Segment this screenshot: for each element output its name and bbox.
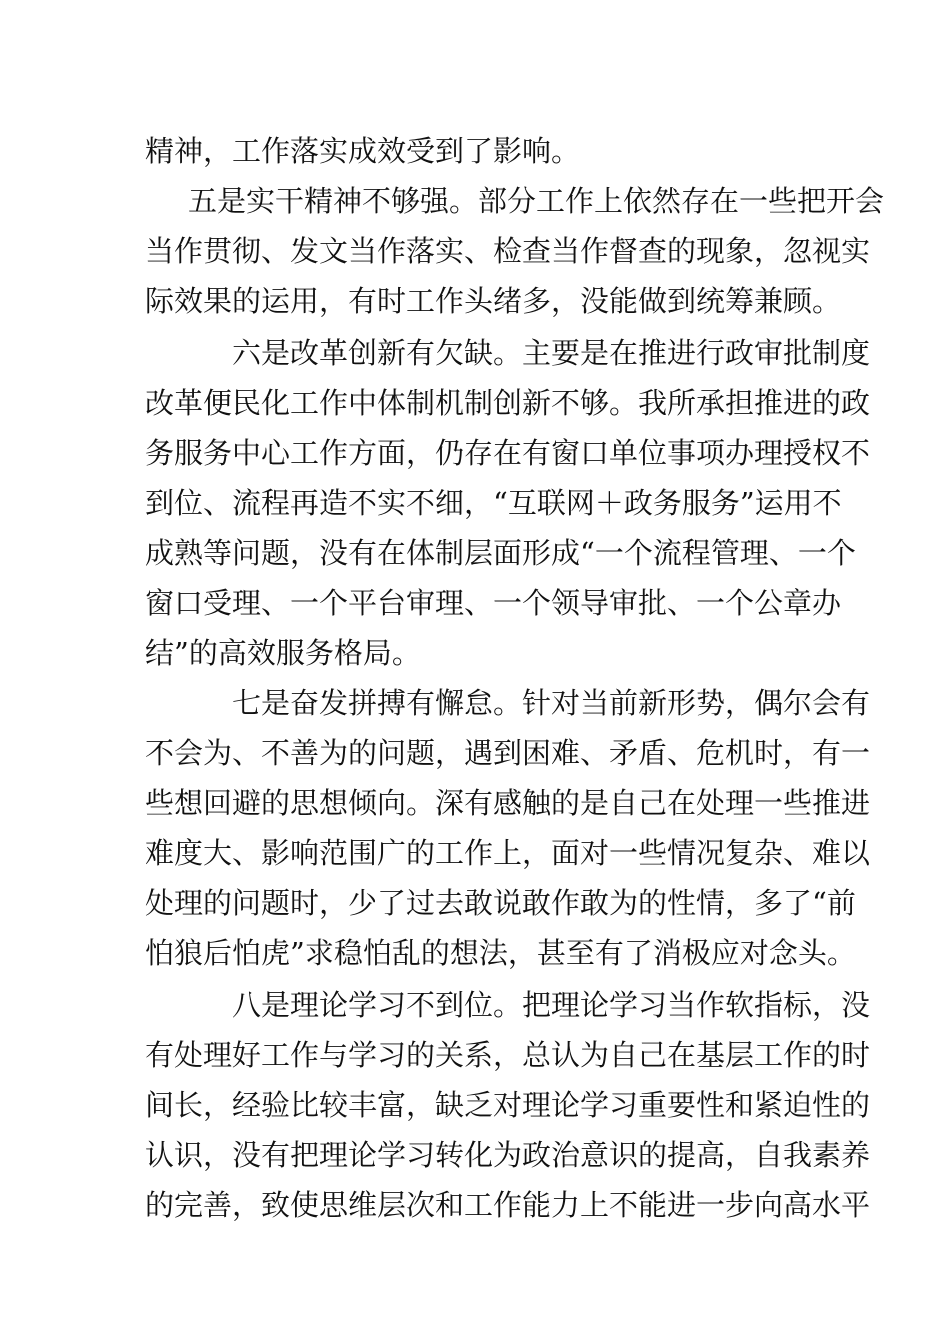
- text-line: 间长，经验比较丰富，缺乏对理论学习重要性和紧迫性的: [145, 1088, 871, 1122]
- text-line: 到位、流程再造不实不细，“互联网＋政务服务”运用不: [145, 486, 842, 520]
- paragraph-five-first-line: 五是实干精神不够强。部分工作上依然存在一些把开会: [188, 184, 885, 218]
- text-line: 务服务中心工作方面，仍存在有窗口单位事项办理授权不: [145, 436, 871, 470]
- text-line: 怕狼后怕虎”求稳怕乱的想法，甚至有了消极应对念头。: [145, 936, 856, 970]
- text-line: 些想回避的思想倾向。深有感触的是自己在处理一些推进: [145, 786, 871, 820]
- text-line: 精神，工作落实成效受到了影响。: [145, 134, 581, 168]
- text-line: 有处理好工作与学习的关系，总认为自己在基层工作的时: [145, 1038, 871, 1072]
- paragraph-eight-first-line: 八是理论学习不到位。把理论学习当作软指标，没: [232, 988, 871, 1022]
- text-line: 难度大、影响范围广的工作上，面对一些情况复杂、难以: [145, 836, 871, 870]
- text-line: 处理的问题时，少了过去敢说敢作敢为的性情，多了“前: [145, 886, 856, 920]
- text-line: 不会为、不善为的问题，遇到困难、矛盾、危机时，有一: [145, 736, 871, 770]
- text-line: 成熟等问题，没有在体制层面形成“一个流程管理、一个: [145, 536, 856, 570]
- text-line: 窗口受理、一个平台审理、一个领导审批、一个公章办: [145, 586, 842, 620]
- paragraph-seven-first-line: 七是奋发拼搏有懈怠。针对当前新形势，偶尔会有: [232, 686, 871, 720]
- paragraph-six-first-line: 六是改革创新有欠缺。主要是在推进行政审批制度: [232, 336, 871, 370]
- text-line: 的完善，致使思维层次和工作能力上不能进一步向高水平: [145, 1188, 871, 1222]
- text-line: 当作贯彻、发文当作落实、检查当作督查的现象，忽视实: [145, 234, 871, 268]
- text-line: 认识，没有把理论学习转化为政治意识的提高，自我素养: [145, 1138, 871, 1172]
- text-line: 改革便民化工作中体制机制创新不够。我所承担推进的政: [145, 386, 871, 420]
- text-line: 际效果的运用，有时工作头绪多，没能做到统筹兼顾。: [145, 284, 842, 318]
- text-line: 结”的高效服务格局。: [145, 636, 421, 670]
